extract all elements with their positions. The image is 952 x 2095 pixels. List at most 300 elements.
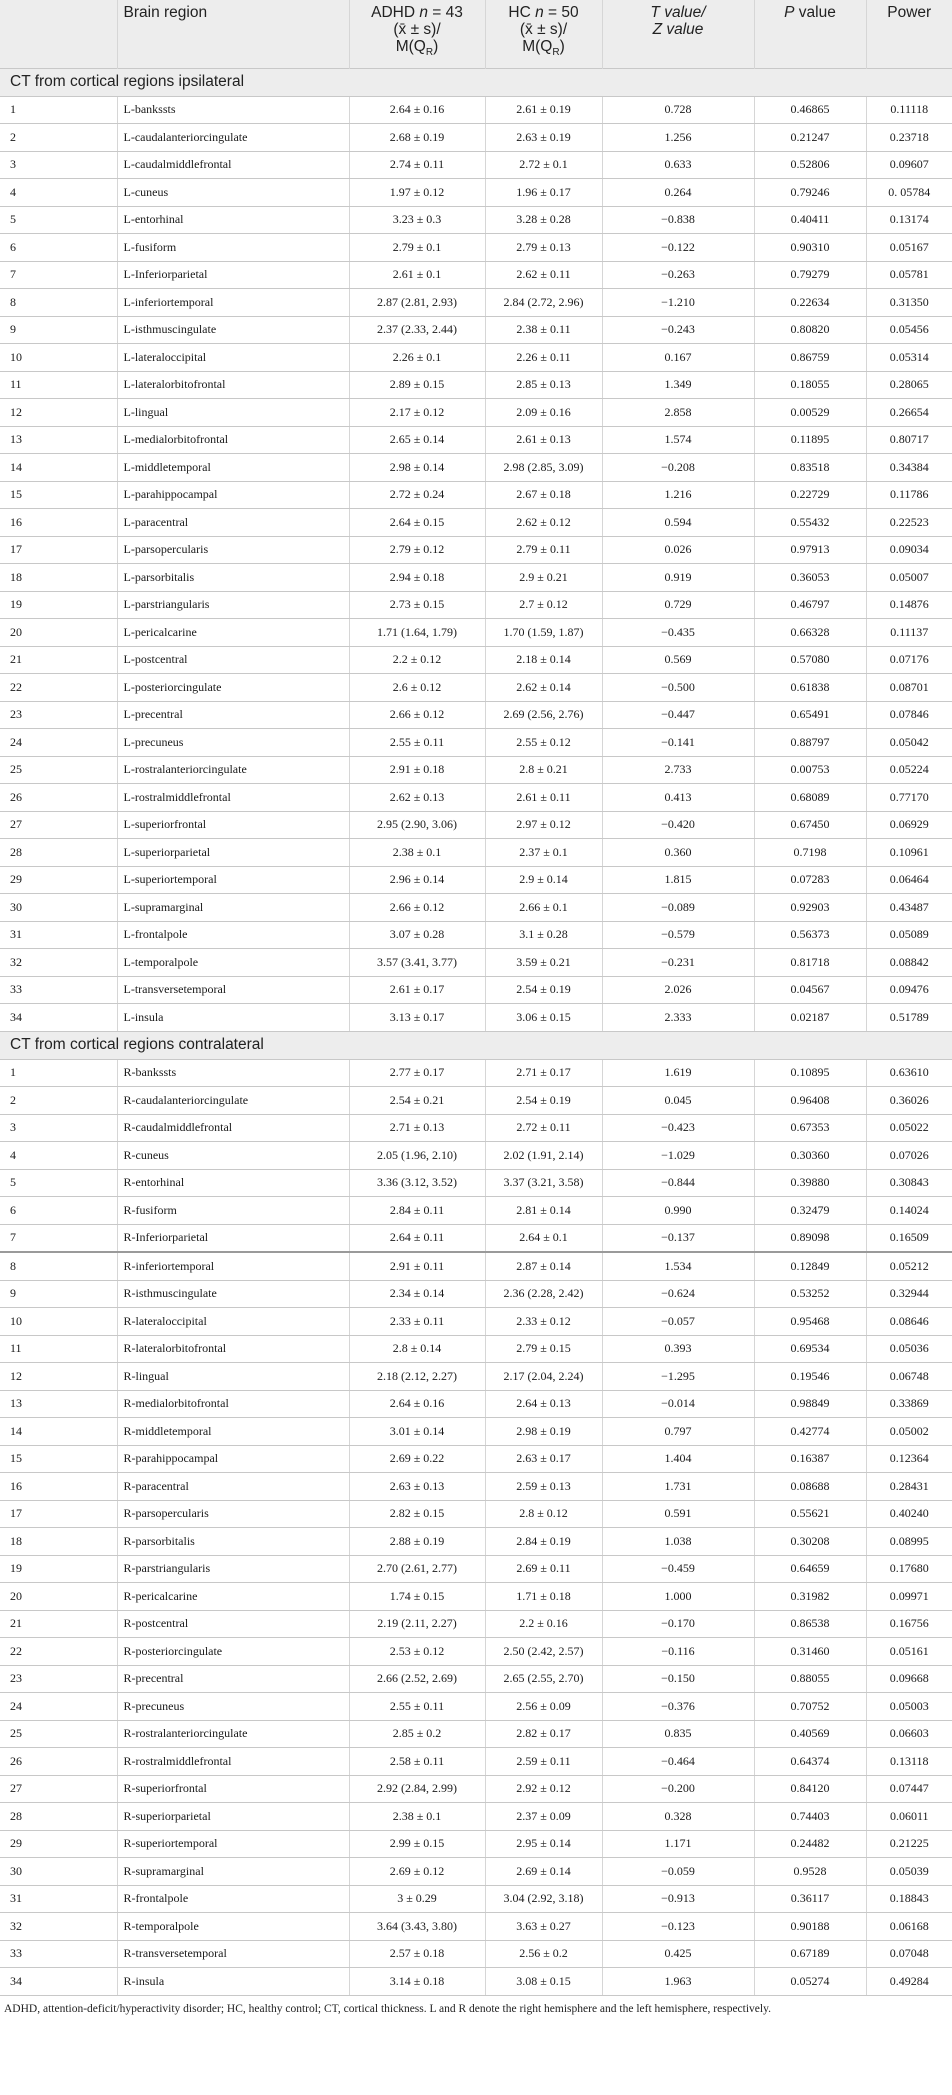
row-region: L-superiortemporal [117, 866, 349, 894]
row-p-value: 0.97913 [754, 536, 866, 564]
row-hc-value: 2.33 ± 0.12 [485, 1308, 602, 1336]
row-power-value: 0.09971 [866, 1583, 952, 1611]
row-region: R-isthmuscingulate [117, 1280, 349, 1308]
row-adhd-value: 2.72 ± 0.24 [349, 481, 485, 509]
row-power-value: 0.26654 [866, 399, 952, 427]
row-adhd-value: 2.77 ± 0.17 [349, 1059, 485, 1087]
row-power-value: 0.07026 [866, 1142, 952, 1170]
row-t-value: 0.594 [602, 509, 754, 537]
row-power-value: 0.09668 [866, 1665, 952, 1693]
row-t-value: 0.729 [602, 591, 754, 619]
row-adhd-value: 2.88 ± 0.19 [349, 1528, 485, 1556]
row-t-value: 1.038 [602, 1528, 754, 1556]
row-t-value: −0.059 [602, 1858, 754, 1886]
table-row [0, 454, 952, 482]
row-t-value: 1.963 [602, 1968, 754, 1996]
row-region: R-lateraloccipital [117, 1308, 349, 1336]
row-adhd-value: 2.69 ± 0.12 [349, 1858, 485, 1886]
row-index: 11 [0, 1335, 117, 1363]
row-power-value: 0.08701 [866, 674, 952, 702]
row-p-value: 0.96408 [754, 1087, 866, 1115]
row-index: 25 [0, 1720, 117, 1748]
row-index: 14 [0, 454, 117, 482]
row-hc-value: 2.84 ± 0.19 [485, 1528, 602, 1556]
table-row [0, 1390, 952, 1418]
table-row [0, 1418, 952, 1446]
row-hc-value: 2.17 (2.04, 2.24) [485, 1363, 602, 1391]
row-power-value: 0.51789 [866, 1004, 952, 1032]
row-t-value: 1.216 [602, 481, 754, 509]
row-region: R-parsopercularis [117, 1500, 349, 1528]
table-row [0, 839, 952, 867]
row-t-value: −0.089 [602, 894, 754, 922]
row-p-value: 0.21247 [754, 124, 866, 152]
row-t-value: −0.150 [602, 1665, 754, 1693]
row-t-value: 1.000 [602, 1583, 754, 1611]
table-row [0, 1858, 952, 1886]
row-hc-value: 2.82 ± 0.17 [485, 1720, 602, 1748]
row-power-value: 0.05167 [866, 234, 952, 262]
row-power-value: 0.43487 [866, 894, 952, 922]
table-row [0, 1473, 952, 1501]
row-region: R-posteriorcingulate [117, 1638, 349, 1666]
table-row [0, 1169, 952, 1197]
row-index: 22 [0, 1638, 117, 1666]
row-power-value: 0.11137 [866, 619, 952, 647]
row-p-value: 0.02187 [754, 1004, 866, 1032]
row-p-value: 0.24482 [754, 1830, 866, 1858]
table-row [0, 1638, 952, 1666]
row-adhd-value: 2.98 ± 0.14 [349, 454, 485, 482]
header-t-value [602, 0, 754, 68]
row-p-value: 0.92903 [754, 894, 866, 922]
row-adhd-value: 3.14 ± 0.18 [349, 1968, 485, 1996]
row-power-value: 0.08646 [866, 1308, 952, 1336]
row-power-value: 0.05039 [866, 1858, 952, 1886]
row-p-value: 0.7198 [754, 839, 866, 867]
row-region: L-pericalcarine [117, 619, 349, 647]
row-region: R-supramarginal [117, 1858, 349, 1886]
row-index: 28 [0, 839, 117, 867]
row-hc-value: 2.62 ± 0.12 [485, 509, 602, 537]
row-hc-value: 3.1 ± 0.28 [485, 921, 602, 949]
row-power-value: 0.80717 [866, 426, 952, 454]
row-region: L-parsorbitalis [117, 564, 349, 592]
row-hc-value: 2.62 ± 0.14 [485, 674, 602, 702]
table-row [0, 1004, 952, 1032]
row-region: R-rostralanteriorcingulate [117, 1720, 349, 1748]
row-p-value: 0.55432 [754, 509, 866, 537]
row-region: L-supramarginal [117, 894, 349, 922]
row-t-value: −0.116 [602, 1638, 754, 1666]
row-hc-value: 2.67 ± 0.18 [485, 481, 602, 509]
row-hc-value: 2.79 ± 0.11 [485, 536, 602, 564]
row-index: 31 [0, 921, 117, 949]
row-power-value: 0.31350 [866, 289, 952, 317]
row-t-value: 1.404 [602, 1445, 754, 1473]
row-t-value: −1.029 [602, 1142, 754, 1170]
row-region: R-paracentral [117, 1473, 349, 1501]
table-row [0, 921, 952, 949]
row-region: L-parahippocampal [117, 481, 349, 509]
row-power-value: 0.22523 [866, 509, 952, 537]
row-hc-value: 2.98 (2.85, 3.09) [485, 454, 602, 482]
row-t-value: 0.328 [602, 1803, 754, 1831]
header-adhd [349, 0, 485, 68]
row-t-value: −0.057 [602, 1308, 754, 1336]
row-hc-value: 2.65 (2.55, 2.70) [485, 1665, 602, 1693]
row-adhd-value: 2.6 ± 0.12 [349, 674, 485, 702]
row-power-value: 0. 05784 [866, 179, 952, 207]
row-region: R-temporalpole [117, 1913, 349, 1941]
row-t-value: −1.210 [602, 289, 754, 317]
row-p-value: 0.53252 [754, 1280, 866, 1308]
row-p-value: 0.81718 [754, 949, 866, 977]
row-power-value: 0.28065 [866, 371, 952, 399]
row-p-value: 0.22729 [754, 481, 866, 509]
row-adhd-value: 2.96 ± 0.14 [349, 866, 485, 894]
table-row [0, 1335, 952, 1363]
row-power-value: 0.21225 [866, 1830, 952, 1858]
row-power-value: 0.05781 [866, 261, 952, 289]
row-t-value: −0.263 [602, 261, 754, 289]
table-row [0, 1748, 952, 1776]
row-index: 20 [0, 1583, 117, 1611]
row-p-value: 0.19546 [754, 1363, 866, 1391]
row-index: 12 [0, 399, 117, 427]
row-region: R-Inferiorparietal [117, 1224, 349, 1252]
row-index: 13 [0, 1390, 117, 1418]
row-power-value: 0.09034 [866, 536, 952, 564]
row-adhd-value: 2.87 (2.81, 2.93) [349, 289, 485, 317]
row-t-value: −0.579 [602, 921, 754, 949]
row-adhd-value: 2.71 ± 0.13 [349, 1114, 485, 1142]
row-hc-value: 2.98 ± 0.19 [485, 1418, 602, 1446]
row-region: R-precuneus [117, 1693, 349, 1721]
table-row [0, 399, 952, 427]
row-adhd-value: 3.36 (3.12, 3.52) [349, 1169, 485, 1197]
table-row [0, 1445, 952, 1473]
row-power-value: 0.49284 [866, 1968, 952, 1996]
row-power-value: 0.05007 [866, 564, 952, 592]
row-p-value: 0.11895 [754, 426, 866, 454]
row-p-value: 0.88797 [754, 729, 866, 757]
row-hc-value: 2.87 ± 0.14 [485, 1252, 602, 1280]
row-t-value: −0.838 [602, 206, 754, 234]
table-row [0, 1968, 952, 1996]
row-hc-value: 1.70 (1.59, 1.87) [485, 619, 602, 647]
row-hc-value: 2.36 (2.28, 2.42) [485, 1280, 602, 1308]
row-p-value: 0.18055 [754, 371, 866, 399]
row-p-value: 0.67450 [754, 811, 866, 839]
row-adhd-value: 2.55 ± 0.11 [349, 1693, 485, 1721]
row-index: 25 [0, 756, 117, 784]
row-hc-value: 3.63 ± 0.27 [485, 1913, 602, 1941]
table-row [0, 1830, 952, 1858]
row-t-value: 0.919 [602, 564, 754, 592]
row-region: L-medialorbitofrontal [117, 426, 349, 454]
row-region: L-frontalpole [117, 921, 349, 949]
row-hc-value: 2.9 ± 0.14 [485, 866, 602, 894]
table-row [0, 646, 952, 674]
row-p-value: 0.69534 [754, 1335, 866, 1363]
table-row [0, 619, 952, 647]
row-index: 4 [0, 1142, 117, 1170]
row-adhd-value: 1.74 ± 0.15 [349, 1583, 485, 1611]
row-t-value: 0.633 [602, 151, 754, 179]
row-adhd-value: 2.05 (1.96, 2.10) [349, 1142, 485, 1170]
row-t-value: −0.208 [602, 454, 754, 482]
row-adhd-value: 2.58 ± 0.11 [349, 1748, 485, 1776]
table-row [0, 1885, 952, 1913]
row-adhd-value: 2.64 ± 0.16 [349, 1390, 485, 1418]
table-row [0, 124, 952, 152]
row-hc-value: 3.59 ± 0.21 [485, 949, 602, 977]
table-row [0, 1224, 952, 1252]
row-adhd-value: 2.79 ± 0.1 [349, 234, 485, 262]
row-index: 8 [0, 289, 117, 317]
row-region: L-rostralmiddlefrontal [117, 784, 349, 812]
row-power-value: 0.14024 [866, 1197, 952, 1225]
row-power-value: 0.06464 [866, 866, 952, 894]
row-power-value: 0.07048 [866, 1940, 952, 1968]
row-adhd-value: 1.97 ± 0.12 [349, 179, 485, 207]
row-index: 21 [0, 1610, 117, 1638]
row-adhd-value: 2.17 ± 0.12 [349, 399, 485, 427]
table-row [0, 1555, 952, 1583]
row-adhd-value: 2.57 ± 0.18 [349, 1940, 485, 1968]
row-hc-value: 2.79 ± 0.15 [485, 1335, 602, 1363]
row-adhd-value: 2.19 (2.11, 2.27) [349, 1610, 485, 1638]
row-t-value: −0.123 [602, 1913, 754, 1941]
row-region: R-parsorbitalis [117, 1528, 349, 1556]
row-p-value: 0.00753 [754, 756, 866, 784]
row-adhd-value: 2.94 ± 0.18 [349, 564, 485, 592]
row-adhd-value: 2.33 ± 0.11 [349, 1308, 485, 1336]
row-hc-value: 2.63 ± 0.17 [485, 1445, 602, 1473]
row-region: L-precuneus [117, 729, 349, 757]
row-hc-value: 1.96 ± 0.17 [485, 179, 602, 207]
table-row [0, 1500, 952, 1528]
table-row [0, 1665, 952, 1693]
row-t-value: 2.333 [602, 1004, 754, 1032]
section-header [0, 1031, 952, 1059]
row-power-value: 0.33869 [866, 1390, 952, 1418]
section-title: CT from cortical regions ipsilateral [0, 68, 952, 96]
header-hc [485, 0, 602, 68]
row-region: L-isthmuscingulate [117, 316, 349, 344]
row-p-value: 0.36053 [754, 564, 866, 592]
row-index: 1 [0, 1059, 117, 1087]
row-p-value: 0.39880 [754, 1169, 866, 1197]
row-power-value: 0.07846 [866, 701, 952, 729]
row-index: 33 [0, 976, 117, 1004]
row-region: L-cuneus [117, 179, 349, 207]
row-p-value: 0.10895 [754, 1059, 866, 1087]
row-index: 32 [0, 1913, 117, 1941]
row-region: L-transversetemporal [117, 976, 349, 1004]
row-region: L-middletemporal [117, 454, 349, 482]
row-t-value: −0.420 [602, 811, 754, 839]
row-power-value: 0.17680 [866, 1555, 952, 1583]
row-p-value: 0.98849 [754, 1390, 866, 1418]
row-hc-value: 2.85 ± 0.13 [485, 371, 602, 399]
table-row [0, 179, 952, 207]
row-t-value: −0.200 [602, 1775, 754, 1803]
row-region: R-caudalanteriorcingulate [117, 1087, 349, 1115]
row-p-value: 0.52806 [754, 151, 866, 179]
table-row [0, 151, 952, 179]
table-row [0, 756, 952, 784]
row-index: 22 [0, 674, 117, 702]
row-index: 31 [0, 1885, 117, 1913]
row-p-value: 0.04567 [754, 976, 866, 1004]
row-hc-value: 3.06 ± 0.15 [485, 1004, 602, 1032]
row-hc-value: 3.28 ± 0.28 [485, 206, 602, 234]
row-hc-value: 2.37 ± 0.1 [485, 839, 602, 867]
row-index: 30 [0, 894, 117, 922]
row-t-value: −0.141 [602, 729, 754, 757]
row-power-value: 0.05036 [866, 1335, 952, 1363]
table-row [0, 591, 952, 619]
row-t-value: −0.376 [602, 1693, 754, 1721]
row-index: 10 [0, 1308, 117, 1336]
row-region: R-transversetemporal [117, 1940, 349, 1968]
table-header [0, 0, 952, 68]
row-adhd-value: 2.61 ± 0.1 [349, 261, 485, 289]
row-p-value: 0.80820 [754, 316, 866, 344]
row-power-value: 0.11118 [866, 96, 952, 124]
row-p-value: 0.40569 [754, 1720, 866, 1748]
table-row [0, 261, 952, 289]
row-t-value: −0.447 [602, 701, 754, 729]
row-adhd-value: 3.07 ± 0.28 [349, 921, 485, 949]
row-index: 4 [0, 179, 117, 207]
row-region: R-inferiortemporal [117, 1252, 349, 1280]
row-hc-value: 2.61 ± 0.13 [485, 426, 602, 454]
row-power-value: 0.05089 [866, 921, 952, 949]
table-row [0, 206, 952, 234]
row-index: 1 [0, 96, 117, 124]
row-region: R-parstriangularis [117, 1555, 349, 1583]
row-adhd-value: 3 ± 0.29 [349, 1885, 485, 1913]
row-index: 24 [0, 729, 117, 757]
row-p-value: 0.65491 [754, 701, 866, 729]
row-p-value: 0.95468 [754, 1308, 866, 1336]
row-power-value: 0.06011 [866, 1803, 952, 1831]
row-p-value: 0.31460 [754, 1638, 866, 1666]
row-adhd-value: 2.91 ± 0.11 [349, 1252, 485, 1280]
row-t-value: 0.835 [602, 1720, 754, 1748]
row-adhd-value: 2.66 ± 0.12 [349, 894, 485, 922]
row-index: 23 [0, 1665, 117, 1693]
row-adhd-value: 2.18 (2.12, 2.27) [349, 1363, 485, 1391]
row-adhd-value: 2.66 ± 0.12 [349, 701, 485, 729]
row-region: R-superiortemporal [117, 1830, 349, 1858]
row-hc-value: 2.38 ± 0.11 [485, 316, 602, 344]
row-index: 9 [0, 1280, 117, 1308]
row-t-value: 0.728 [602, 96, 754, 124]
header-p-value [754, 0, 866, 68]
table-footnote: ADHD, attention-deficit/hyperactivity disorder; HC, healthy control; CT, cortical thickness. L and R denote the right hemisphere and the left hemisphere, respectively. [4, 2002, 771, 2015]
row-hc-value: 2.50 (2.42, 2.57) [485, 1638, 602, 1666]
row-region: L-postcentral [117, 646, 349, 674]
row-hc-value: 2.69 (2.56, 2.76) [485, 701, 602, 729]
row-region: R-middletemporal [117, 1418, 349, 1446]
row-hc-value: 2.84 (2.72, 2.96) [485, 289, 602, 317]
row-power-value: 0.11786 [866, 481, 952, 509]
row-region: L-lateraloccipital [117, 344, 349, 372]
row-region: L-temporalpole [117, 949, 349, 977]
table-row [0, 1114, 952, 1142]
table-row [0, 1308, 952, 1336]
row-index: 34 [0, 1004, 117, 1032]
row-p-value: 0.30360 [754, 1142, 866, 1170]
table-row [0, 1059, 952, 1087]
row-region: R-superiorparietal [117, 1803, 349, 1831]
row-region: L-caudalanteriorcingulate [117, 124, 349, 152]
row-adhd-value: 2.34 ± 0.14 [349, 1280, 485, 1308]
row-p-value: 0.86538 [754, 1610, 866, 1638]
row-hc-value: 2.9 ± 0.21 [485, 564, 602, 592]
table-row [0, 316, 952, 344]
table-row [0, 1913, 952, 1941]
row-power-value: 0.28431 [866, 1473, 952, 1501]
row-hc-value: 2.55 ± 0.12 [485, 729, 602, 757]
row-p-value: 0.64659 [754, 1555, 866, 1583]
row-t-value: 1.534 [602, 1252, 754, 1280]
row-hc-value: 2.95 ± 0.14 [485, 1830, 602, 1858]
row-index: 17 [0, 536, 117, 564]
row-t-value: 0.413 [602, 784, 754, 812]
row-index: 18 [0, 564, 117, 592]
row-adhd-value: 2.85 ± 0.2 [349, 1720, 485, 1748]
row-t-value: −1.295 [602, 1363, 754, 1391]
table-row [0, 729, 952, 757]
row-t-value: −0.231 [602, 949, 754, 977]
row-index: 14 [0, 1418, 117, 1446]
row-index: 15 [0, 481, 117, 509]
row-t-value: −0.170 [602, 1610, 754, 1638]
row-hc-value: 2.62 ± 0.11 [485, 261, 602, 289]
table-body [0, 68, 952, 1995]
row-hc-value: 2.79 ± 0.13 [485, 234, 602, 262]
row-p-value: 0.42774 [754, 1418, 866, 1446]
row-t-value: 2.733 [602, 756, 754, 784]
row-hc-value: 2.37 ± 0.09 [485, 1803, 602, 1831]
row-p-value: 0.40411 [754, 206, 866, 234]
row-hc-value: 2.97 ± 0.12 [485, 811, 602, 839]
table-row [0, 1280, 952, 1308]
row-p-value: 0.83518 [754, 454, 866, 482]
row-power-value: 0.08995 [866, 1528, 952, 1556]
row-region: R-pericalcarine [117, 1583, 349, 1611]
table-row [0, 1720, 952, 1748]
row-power-value: 0.07176 [866, 646, 952, 674]
row-p-value: 0.00529 [754, 399, 866, 427]
row-hc-value: 2.18 ± 0.14 [485, 646, 602, 674]
row-p-value: 0.64374 [754, 1748, 866, 1776]
row-t-value: 0.425 [602, 1940, 754, 1968]
row-adhd-value: 2.69 ± 0.22 [349, 1445, 485, 1473]
row-region: L-rostralanteriorcingulate [117, 756, 349, 784]
row-hc-value: 2.61 ± 0.19 [485, 96, 602, 124]
row-region: L-Inferiorparietal [117, 261, 349, 289]
header-brain-region: Brain region [117, 0, 349, 68]
row-index: 5 [0, 1169, 117, 1197]
row-adhd-value: 2.68 ± 0.19 [349, 124, 485, 152]
table-row [0, 949, 952, 977]
